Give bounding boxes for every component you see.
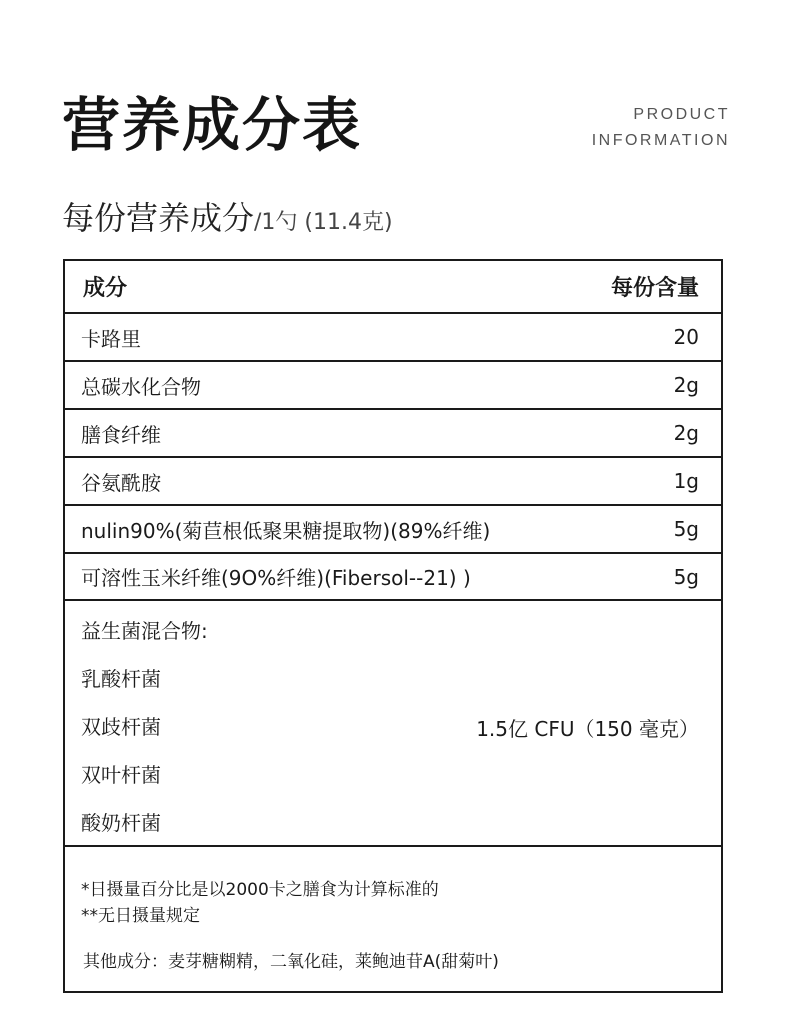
- table-row: [65, 410, 721, 458]
- row-value: 2g: [673, 373, 699, 397]
- probiotic-item: 乳酸杆菌: [81, 667, 161, 691]
- probiotic-item: 双歧杆菌: [81, 715, 161, 739]
- row-name: 膳食纤维: [81, 422, 161, 447]
- serving-size: /1勺 (11.4克): [254, 210, 393, 235]
- footnotes: [81, 847, 705, 991]
- nutrition-table: [63, 259, 723, 993]
- table-row: [65, 458, 721, 506]
- row-value: 2g: [673, 421, 699, 445]
- column-header-amount: 每份含量: [610, 276, 699, 301]
- serving-title: 每份营养成分: [62, 199, 255, 237]
- daily-value-note: *日摄量百分比是以2000卡之膳食为计算标准的: [81, 880, 439, 900]
- other-ingredients: 其他成分：麦芽糖糊精，二氧化硅，莱鲍迪苷A(甜菊叶): [83, 952, 499, 972]
- no-daily-value-note: **无日摄量规定: [81, 906, 200, 926]
- column-header-ingredient: 成分: [83, 276, 128, 301]
- table-row: [65, 314, 721, 362]
- row-value: 5g: [673, 517, 699, 541]
- row-name: nulin90%(菊苣根低聚果糖提取物)(89%纤维): [81, 518, 491, 543]
- probiotic-item: 酸奶杆菌: [81, 811, 161, 835]
- probiotic-amount: 1.5亿 CFU（150 毫克）: [476, 717, 699, 741]
- table-row: [65, 506, 721, 554]
- product-label-line2: INFORMATION: [591, 132, 730, 149]
- table-header-row: [65, 261, 721, 314]
- probiotic-item: 双叶杆菌: [81, 763, 161, 787]
- serving-size-heading: [62, 195, 393, 247]
- table-row: [65, 554, 721, 601]
- page-title: 营养成分表: [62, 91, 363, 159]
- table-row: [65, 362, 721, 410]
- row-name: 总碳水化合物: [81, 374, 201, 399]
- row-name: 可溶性玉米纤维(9O%纤维)(Fibersol--21) ): [81, 566, 471, 590]
- row-value: 5g: [673, 564, 699, 589]
- row-value: 20: [673, 325, 699, 349]
- product-information-label: [592, 102, 730, 154]
- probiotic-blend-section: [65, 601, 721, 847]
- row-name: 谷氨酰胺: [81, 470, 161, 495]
- product-label-line1: PRODUCT: [633, 106, 730, 123]
- row-name: 卡路里: [81, 326, 141, 351]
- row-value: 1g: [673, 469, 699, 493]
- probiotic-title: 益生菌混合物:: [81, 619, 208, 643]
